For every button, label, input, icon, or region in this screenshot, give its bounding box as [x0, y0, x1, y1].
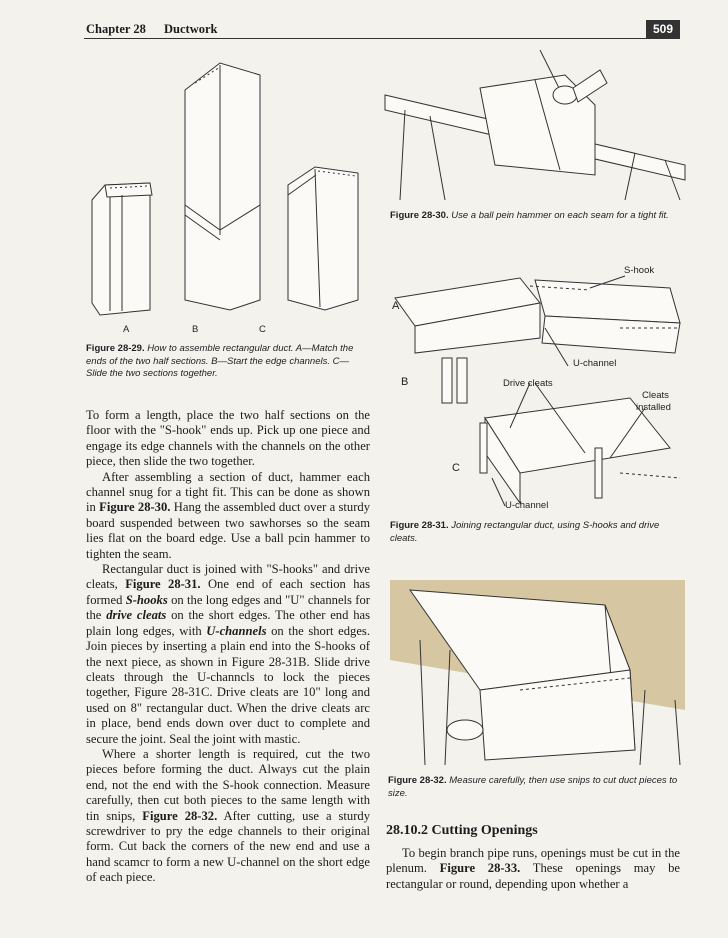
ref-fig-31: Figure 28-31.: [125, 577, 201, 592]
paragraph-3: Rectangular duct is joined with "S-hooks" and drive cleats, Figure 28-31. One end of each section has formed S-hooks on the long edges and "U" channels for the drive cleats on the short edges. The other end has plain long edges, with U-channels on the short edges. Join pieces by inserting a plain end into the S-hooks of the next piece, as shown in Figure 28-31B. Slide drive cleats through the U-channcls to lock the pieces together, Figure 28-31C. Drive cleats are 10" long and used on 8" rectangular duct. When the drive cleats arc in place, bend ends down over duct to complete and secure the joint. Seal the joint with mastic.: [86, 562, 371, 746]
fig31-label-uchannel-bottom: U-channel: [505, 500, 549, 511]
fig31-label-shook: S-hook: [624, 265, 655, 276]
page-number: 509: [646, 20, 680, 38]
figure-28-30-illustration: [385, 50, 685, 202]
fig31-label-drive-cleats: Drive cleats: [503, 378, 553, 389]
fig32-caption-number: Figure 28-32.: [388, 775, 447, 786]
fig31-label-c: C: [452, 462, 460, 474]
fig31-label-installed: installed: [636, 402, 671, 413]
fig29-label-c: C: [259, 324, 266, 335]
fig30-caption-text: Use a ball pein hammer on each seam for a tight fit.: [451, 210, 669, 221]
fig30-caption-number: Figure 28-30.: [390, 210, 449, 221]
header-rule: [84, 38, 680, 39]
fig29-label-b: B: [192, 324, 199, 335]
fig31-label-a: A: [392, 300, 400, 312]
fig29-label-a: A: [123, 324, 130, 335]
section-paragraph: To begin branch pipe runs, openings must be cut in the plenum. Figure 28-33. These openings may be rectangular or round, depending upon whether a: [386, 846, 680, 891]
fig31-label-uchannel-top: U-channel: [573, 358, 617, 369]
term-u-channels: U-channels: [206, 623, 267, 638]
fig31-caption-text: Joining rectangular duct, using S-hooks and drive cleats.: [390, 520, 660, 544]
paragraph-1: To form a length, place the two half sections on the floor with the "S-hook" ends up. Pick up one piece and engage its edge channels with the channels on the other piece, then slide the two together.: [86, 408, 370, 469]
ref-fig-32: Figure 28-32.: [142, 808, 218, 823]
fig29-caption: [86, 343, 368, 381]
chapter-title: Ductwork: [164, 22, 218, 36]
term-s-hooks: S-hooks: [125, 592, 168, 607]
fig30-caption: [390, 210, 680, 223]
figure-28-32-illustration: [390, 580, 685, 768]
fig31-label-b: B: [401, 376, 409, 388]
chapter-label: Chapter 28: [86, 22, 146, 36]
fig31-label-cleats: Cleats: [642, 390, 669, 401]
figure-28-31-illustration: [390, 268, 685, 513]
ref-fig-30: Figure 28-30.: [99, 500, 171, 515]
paragraph-4: Where a shorter length is required, cut the two pieces before forming the duct. Always cut the plain end, not the end with the S-hook connection. Measure carefully, then cut both pieces to the same length with tin snips, Figure 28-32. After cutting, use a sturdy screwdriver to pry the edge channels to their original form. Cut back the corners of the new end and use a hand scamcr to form a new U-channel on the short edge of each piece.: [86, 746, 370, 885]
fig31-caption-number: Figure 28-31.: [390, 520, 449, 531]
fig32-caption-text: Measure carefully, then use snips to cut duct pieces to size.: [388, 775, 678, 799]
figure-28-29-illustration: [80, 55, 365, 320]
fig29-caption-text: How to assemble rectangular duct. A—Match the ends of the two half sections. B—Start the edge channels. C—Slide the two sections together.: [86, 343, 354, 379]
term-drive-cleats: drive cleats: [106, 608, 167, 623]
fig31-caption: [390, 520, 680, 545]
ref-fig-33: Figure 28-33.: [439, 861, 521, 876]
left-column-text: [86, 408, 370, 886]
fig32-caption: [388, 775, 680, 800]
section-heading: 28.10.2 Cutting Openings: [386, 823, 538, 838]
paragraph-2: After assembling a section of duct, hammer each channel snug for a tight fit. This can be done as shown in Figure 28-30. Hang the assembled duct over a sturdy board suspended between two sawhorses so the seam lies flat on the board edge. Use a ball pcin hammer to tighten the seam.: [86, 469, 370, 561]
fig29-caption-number: Figure 28-29.: [86, 343, 145, 354]
